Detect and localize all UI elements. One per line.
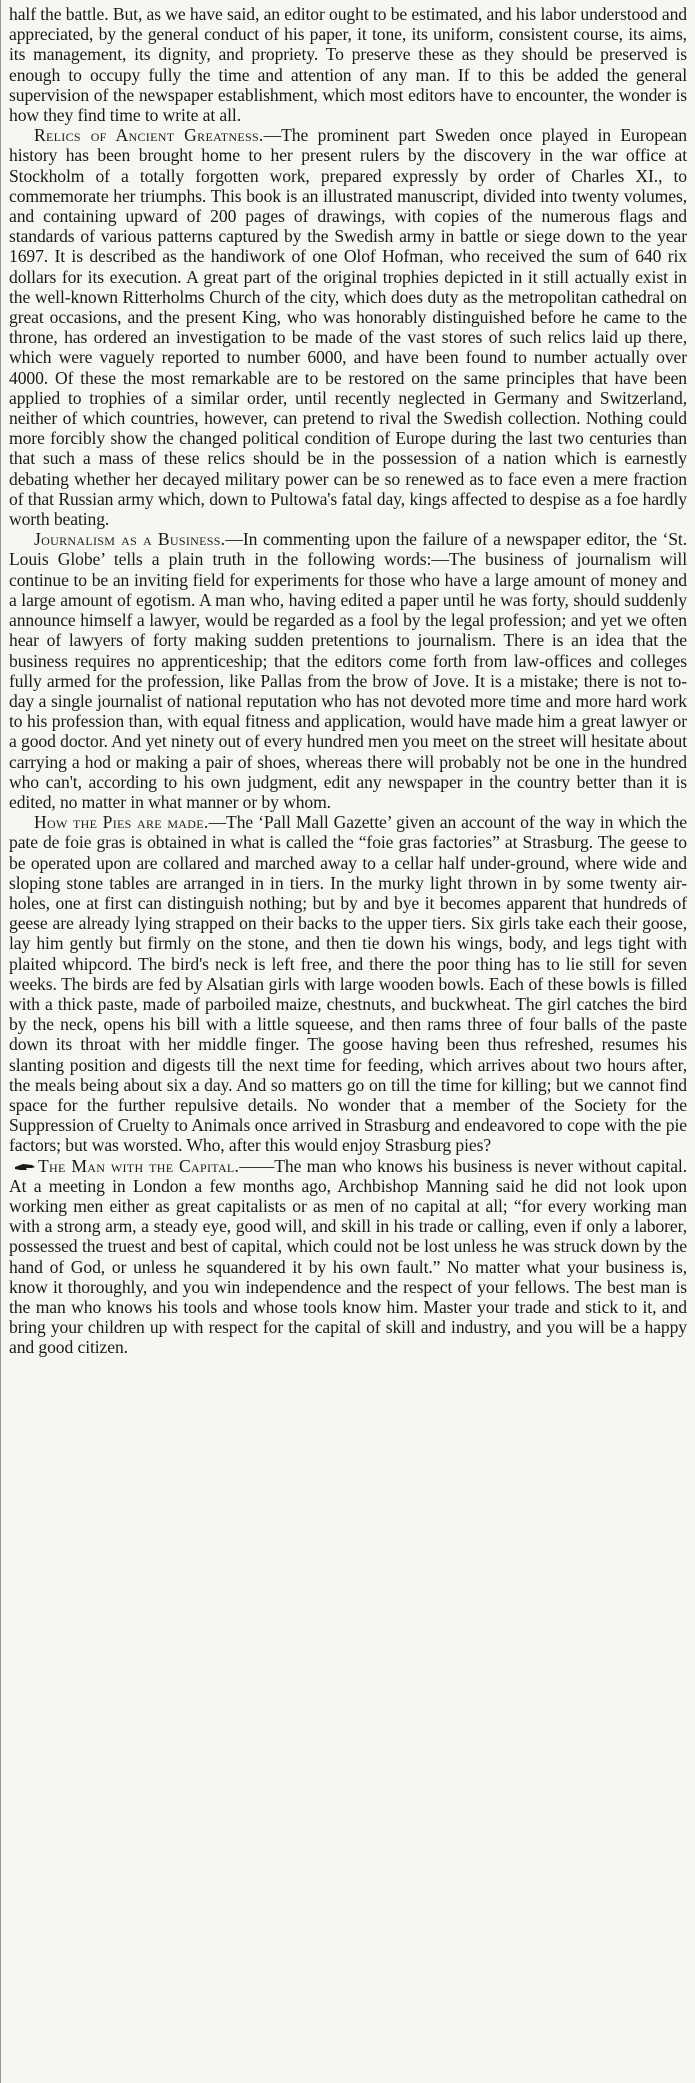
section-heading-relics: Relics of Ancient Greatness. bbox=[34, 125, 264, 146]
pointing-hand-icon bbox=[14, 1162, 38, 1172]
paragraph-text: ——The man who knows his business is never without capital. At a meeting in London a few months ago, Archbishop Manning said he did not look upon working men either as great capitalists or as men of no capital at all; “for every working man with a strong arm, a steady eye, good will, and skill in his trade or calling, even if only a laborer, possessed the truest and best of capital, which could not be lost unless he was struck down by the hand of God, or unless he squandered it by his own fault.” No matter what your business is, know it thoroughly, and you win independence and the respect of your fellows. The best man is the man who knows his tools and whose tools know him. Master your trade and stick to it, and bring your children up with respect for the capital of skill and industry, and you will be a happy and good citizen. bbox=[9, 1155, 688, 1358]
paragraph-text: —The ‘Pall Mall Gazette’ given an account of the way in which the pate de foie gras is obtained in what is called the “foie gras factories” at Strasburg. The geese to be operated upon are collared and marched away to a cellar half under-ground, where wide and sloping stone tables are arranged in in tiers. In the murky light thrown in by some twenty air-holes, one at first can distinguish nothing; but by and bye it becomes apparent that hundreds of geese are already lying strapped on their backs to the upper tiers. Six girls take each their goose, lay him gently but firmly on the stone, and then tie down his wings, body, and legs tight with plaited whipcord. The bird's neck is left free, and there the poor thing has to lie still for seven weeks. The birds are fed by Alsatian girls with large wooden bowls. Each of these bowls is filled with a thick paste, made of parboiled maize, chestnuts, and buckwheat. The girl catches the bird by the neck, opens his bill with a little squeese, and then rams three of four balls of the paste down its throat with her middle finger. The goose having been thus refreshed, resumes his slanting position and digests till the next time for feeding, which arrives about two hours after, the meals being about six a day. And so matters go on till the time for killing; but we cannot find space for the further repulsive details. No wonder that a member of the Society for the Suppression of Cruelty to Animals once arrived in Strasburg and endeavored to cope with the pie factors; but was worsted. Who, after this would enjoy Strasburg pies? bbox=[9, 812, 688, 1156]
paragraph-text: —The prominent part Sweden once played in European history has been brought home to her present rulers by the discovery in the war office at Stockholm of a totally forgotten work, prepared expressly by order of Charles XI., to commemorate her triumphs. This book is an illustrated manuscript, divided into twenty volumes, and containing upward of 200 pages of drawings, with copies of the numerous flags and standards of various patterns captured by the Swedish army in battle or siege down to the year 1697. It is described as the handiwork of one Olof Hofman, who received the sum of 640 rix dollars for its execution. A great part of the original trophies depicted in it still actually exist in the well-known Ritterholms Church of the city, which does duty as the metropolitan cathedral on great occasions, and the present King, who was honorably distinguished before he came to the throne, has ordered an investigation to be made of the vast stores of such relics laid up there, which were vaguely reported to number 6000, and have been found to number actually over 4000. Of these the most remarkable are to be restored on the same principles that have been applied to trophies of a similar order, until recently neglected in Germany and Switzerland, neither of which countries, however, can pretend to rival the Swedish collection. Nothing could more forcibly show the changed political condition of Europe during the last two centuries than that such a mass of these relics should be in the possession of a nation which is earnestly debating whether her decayed military power can be so renewed as to face even a mere fraction of that Russian army which, down to Pultowa's fatal day, kings affected to despise as a foe hardly worth beating. bbox=[9, 125, 688, 530]
paragraph-capital bbox=[9, 1156, 687, 1358]
paragraph-text: —In commenting upon the failure of a newspaper editor, the ‘St. Louis Globe’ tells a plain truth in the following words:—The business of journalism will continue to be an inviting field for experiments for those who have a large amount of money and a large amount of egotism. A man who, having edited a paper until he was forty, should suddenly announce himself a lawyer, would be regarded as a fool by the legal profession; and yet we often hear of lawyers of forty making sudden pretentions to journalism. There is an idea that the business requires no apprenticeship; that the editors come forth from law-offices and colleges fully armed for the profession, like Pallas from the brow of Jove. It is a mistake; there is not to-day a single journalist of national reputation who has not devoted more time and more hard work to his profession than, with equal fitness and application, would have made him a great lawyer or a good doctor. And yet ninety out of every hundred men you meet on the street will hesitate about carrying a hod or making a pair of shoes, whereas there will probably not be one in the hundred who can't, according to his own judgment, edit any newspaper in the country better than it is edited, no matter in what manner or by whom. bbox=[9, 529, 687, 812]
paragraph-relics bbox=[9, 125, 687, 529]
paragraph-pies bbox=[9, 812, 687, 1155]
section-heading-capital: The Man with the Capital. bbox=[38, 1155, 240, 1176]
section-heading-pies: How the Pies are made. bbox=[34, 812, 209, 833]
paragraph-battle bbox=[9, 4, 687, 125]
section-heading-journalism: Journalism as a Business. bbox=[34, 529, 226, 550]
paragraph-text: half the battle. But, as we have said, an editor ought to be estimated, and his labor understood and appreciated, by the general conduct of his paper, it tone, its uniform, consistent course, its aims, its management, its dignity, and propriety. To preserve these as they should be preserved is enough to occupy fully the time and attention of any man. If to this be added the general supervision of the newspaper establishment, which most editors have to encounter, the wonder is how they find time to write at all. bbox=[9, 4, 687, 126]
paragraph-journalism bbox=[9, 529, 687, 812]
